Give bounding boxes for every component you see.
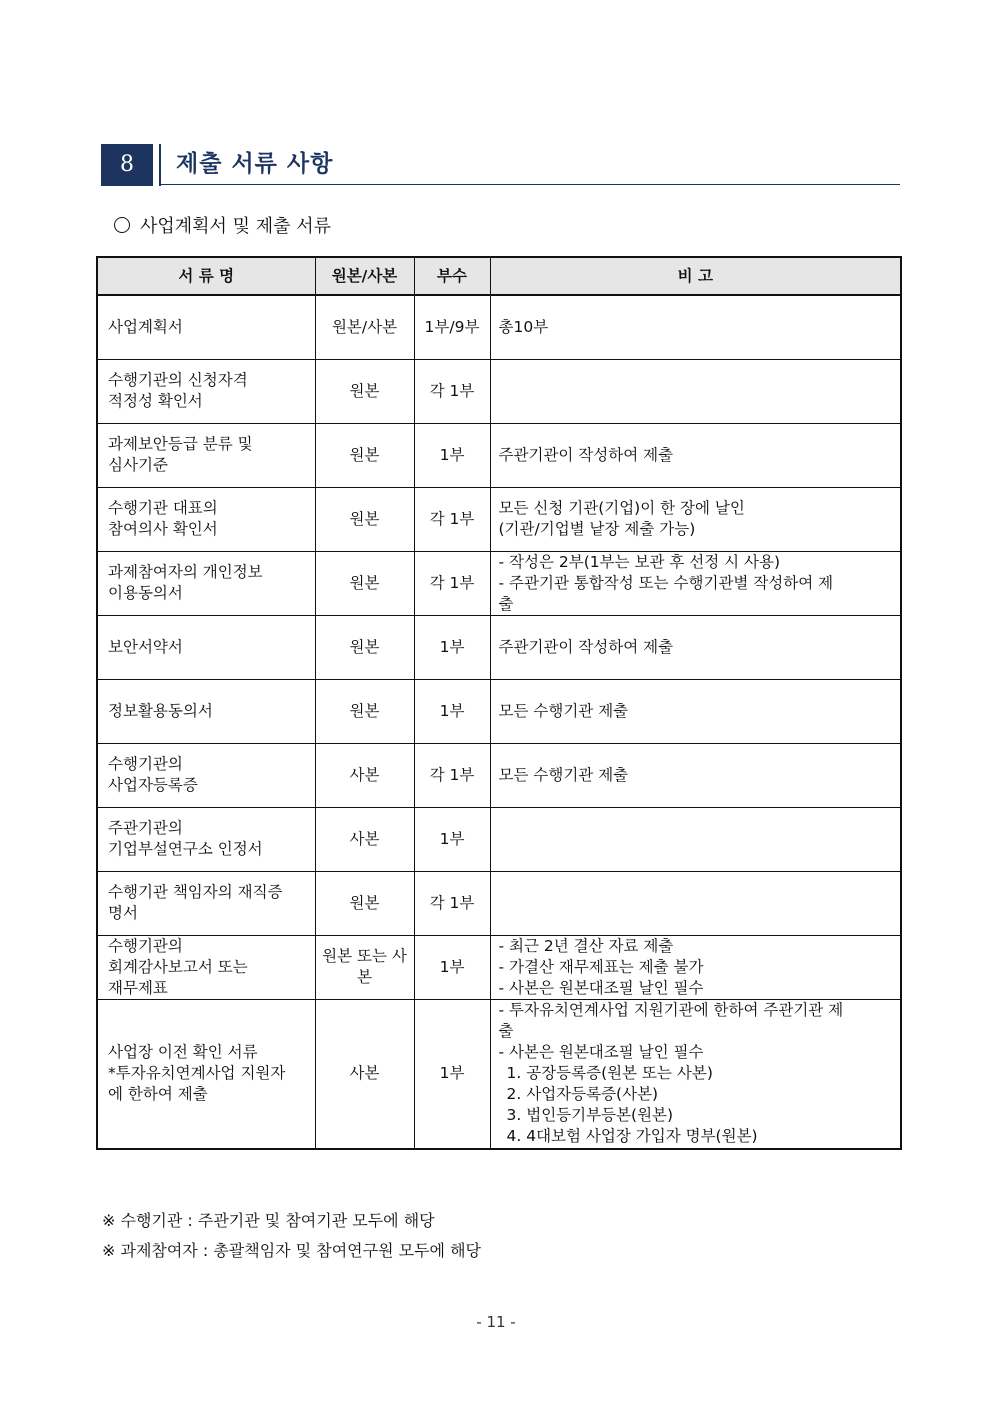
document-name-line: 적정성 확인서 bbox=[108, 392, 203, 410]
document-copies-cell: 1부 bbox=[414, 935, 490, 999]
header-copies: 부수 bbox=[414, 257, 490, 295]
document-name-cell bbox=[97, 743, 315, 807]
document-name-line: 회계감사보고서 또는 bbox=[108, 957, 248, 976]
document-remarks-cell bbox=[490, 807, 901, 871]
remark-line: 모든 신청 기관(기업)이 한 장에 날인 bbox=[498, 499, 745, 517]
document-name-cell bbox=[97, 551, 315, 615]
table-row bbox=[97, 999, 901, 1149]
table-row bbox=[97, 807, 901, 871]
remark-line: 모든 수행기관 제출 bbox=[498, 701, 629, 720]
document-remarks-cell bbox=[490, 871, 901, 935]
document-name-line: 과제참여자의 개인정보 bbox=[108, 563, 263, 581]
document-type-cell: 원본 bbox=[315, 423, 414, 487]
remark-line: - 작성은 2부(1부는 보관 후 선정 시 사용) bbox=[498, 552, 781, 571]
document-type-cell: 사본 bbox=[315, 807, 414, 871]
table-row bbox=[97, 359, 901, 423]
header-remarks: 비 고 bbox=[490, 257, 901, 295]
document-name-line: 수행기관 책임자의 재직증 bbox=[108, 883, 283, 901]
document-name-line: 이용동의서 bbox=[108, 584, 183, 602]
section-header bbox=[101, 144, 900, 186]
document-name-line: 정보활용동의서 bbox=[108, 701, 213, 720]
table-row bbox=[97, 743, 901, 807]
table-row bbox=[97, 295, 901, 359]
document-name-cell bbox=[97, 615, 315, 679]
document-remarks-cell bbox=[490, 999, 901, 1149]
document-copies-cell: 1부 bbox=[414, 679, 490, 743]
document-remarks-cell bbox=[490, 487, 901, 551]
remark-line: 출 bbox=[498, 594, 514, 613]
remark-line: 모든 수행기관 제출 bbox=[498, 765, 629, 784]
document-name-cell bbox=[97, 679, 315, 743]
remark-line: 총10부 bbox=[498, 317, 549, 336]
document-name-cell bbox=[97, 359, 315, 423]
document-name-cell bbox=[97, 295, 315, 359]
document-copies-cell: 각 1부 bbox=[414, 551, 490, 615]
document-type-cell: 원본 또는 사본 bbox=[315, 935, 414, 999]
footnotes bbox=[102, 1206, 481, 1266]
table-header-row bbox=[97, 257, 901, 295]
document-type-cell: 원본 bbox=[315, 359, 414, 423]
remark-line: 1. 공장등록증(원본 또는 사본) bbox=[506, 1064, 713, 1083]
document-copies-cell: 1부/9부 bbox=[414, 295, 490, 359]
remark-line: 주관기관이 작성하여 제출 bbox=[498, 637, 674, 656]
document-name-line: 명서 bbox=[108, 904, 138, 922]
document-type-cell: 원본 bbox=[315, 487, 414, 551]
document-name-line: 수행기관의 bbox=[108, 755, 183, 773]
remark-line: 4. 4대보험 사업장 가입자 명부(원본) bbox=[506, 1127, 758, 1146]
document-copies-cell: 각 1부 bbox=[414, 487, 490, 551]
document-copies-cell: 1부 bbox=[414, 999, 490, 1149]
section-separator bbox=[159, 144, 161, 186]
table-row bbox=[97, 679, 901, 743]
document-name-line: 심사기준 bbox=[108, 456, 168, 474]
document-name-line: 에 한하여 제출 bbox=[108, 1085, 208, 1104]
footnote: ※ 과제참여자 : 총괄책임자 및 참여연구원 모두에 해당 bbox=[102, 1241, 481, 1260]
document-copies-cell: 1부 bbox=[414, 807, 490, 871]
remark-line: 출 bbox=[498, 1022, 514, 1041]
remark-line: - 사본은 원본대조필 날인 필수 bbox=[498, 978, 704, 997]
table-row bbox=[97, 615, 901, 679]
section-underline bbox=[159, 184, 900, 185]
remark-line: 3. 법인등기부등본(원본) bbox=[506, 1106, 674, 1125]
document-name-line: 참여의사 확인서 bbox=[108, 520, 218, 538]
table-row bbox=[97, 551, 901, 615]
document-name-line: 재무제표 bbox=[108, 978, 168, 997]
document-remarks-cell bbox=[490, 551, 901, 615]
document-remarks-cell bbox=[490, 423, 901, 487]
table-row bbox=[97, 871, 901, 935]
document-name-cell bbox=[97, 487, 315, 551]
table-body bbox=[97, 295, 901, 1149]
document-name-line: 과제보안등급 분류 및 bbox=[108, 435, 253, 453]
document-type-cell: 원본 bbox=[315, 679, 414, 743]
document-copies-cell: 각 1부 bbox=[414, 743, 490, 807]
document-name-line: 수행기관의 bbox=[108, 936, 183, 955]
document-name-cell bbox=[97, 999, 315, 1149]
document-type-cell: 원본/사본 bbox=[315, 295, 414, 359]
footnote: ※ 수행기관 : 주관기관 및 참여기관 모두에 해당 bbox=[102, 1211, 435, 1230]
document-copies-cell: 1부 bbox=[414, 615, 490, 679]
document-name-line: 사업계획서 bbox=[108, 317, 183, 336]
document-copies-cell: 각 1부 bbox=[414, 359, 490, 423]
subtitle bbox=[114, 212, 331, 242]
table-row bbox=[97, 935, 901, 999]
document-name-cell bbox=[97, 423, 315, 487]
header-document-name: 서 류 명 bbox=[97, 257, 315, 295]
document-copies-cell: 1부 bbox=[414, 423, 490, 487]
document-name-cell bbox=[97, 935, 315, 999]
document-remarks-cell bbox=[490, 359, 901, 423]
documents-table bbox=[96, 256, 902, 1150]
section-title: 제출 서류 사항 bbox=[176, 151, 334, 177]
table-row bbox=[97, 487, 901, 551]
remark-line: - 주관기관 통합작성 또는 수행기관별 작성하여 제 bbox=[498, 573, 834, 592]
header-original-copy: 원본/사본 bbox=[315, 257, 414, 295]
document-name-cell bbox=[97, 807, 315, 871]
document-remarks-cell bbox=[490, 295, 901, 359]
remark-line: - 투자유치연계사업 지원기관에 한하여 주관기관 제 bbox=[498, 1001, 844, 1020]
circle-bullet-icon bbox=[114, 217, 130, 233]
document-name-cell bbox=[97, 871, 315, 935]
document-remarks-cell bbox=[490, 679, 901, 743]
document-name-line: 사업장 이전 확인 서류 bbox=[108, 1043, 258, 1062]
document-name-line: 주관기관의 bbox=[108, 819, 183, 837]
document-copies-cell: 각 1부 bbox=[414, 871, 490, 935]
remark-line: - 사본은 원본대조필 날인 필수 bbox=[498, 1043, 704, 1062]
document-name-line: 수행기관 대표의 bbox=[108, 499, 218, 517]
document-type-cell: 원본 bbox=[315, 615, 414, 679]
table-row bbox=[97, 423, 901, 487]
subtitle-text: 사업계획서 및 제출 서류 bbox=[140, 216, 332, 237]
document-remarks-cell bbox=[490, 743, 901, 807]
document-type-cell: 원본 bbox=[315, 871, 414, 935]
document-name-line: 수행기관의 신청자격 bbox=[108, 371, 248, 389]
remark-line: - 가결산 재무제표는 제출 불가 bbox=[498, 957, 704, 976]
page-number: - 11 - bbox=[476, 1313, 516, 1331]
document-type-cell: 사본 bbox=[315, 999, 414, 1149]
document-name-line: 기업부설연구소 인정서 bbox=[108, 840, 263, 858]
document-name-line: *투자유치연계사업 지원자 bbox=[108, 1064, 286, 1083]
document-name-line: 사업자등록증 bbox=[108, 776, 198, 794]
remark-line: (기관/기업별 낱장 제출 가능) bbox=[498, 520, 696, 538]
section-number: 8 bbox=[101, 144, 153, 186]
document-name-line: 보안서약서 bbox=[108, 637, 183, 656]
remark-line: 2. 사업자등록증(사본) bbox=[506, 1085, 659, 1104]
document-type-cell: 원본 bbox=[315, 551, 414, 615]
document-remarks-cell bbox=[490, 935, 901, 999]
remark-line: - 최근 2년 결산 자료 제출 bbox=[498, 936, 674, 955]
document-remarks-cell bbox=[490, 615, 901, 679]
document-type-cell: 사본 bbox=[315, 743, 414, 807]
remark-line: 주관기관이 작성하여 제출 bbox=[498, 445, 674, 464]
